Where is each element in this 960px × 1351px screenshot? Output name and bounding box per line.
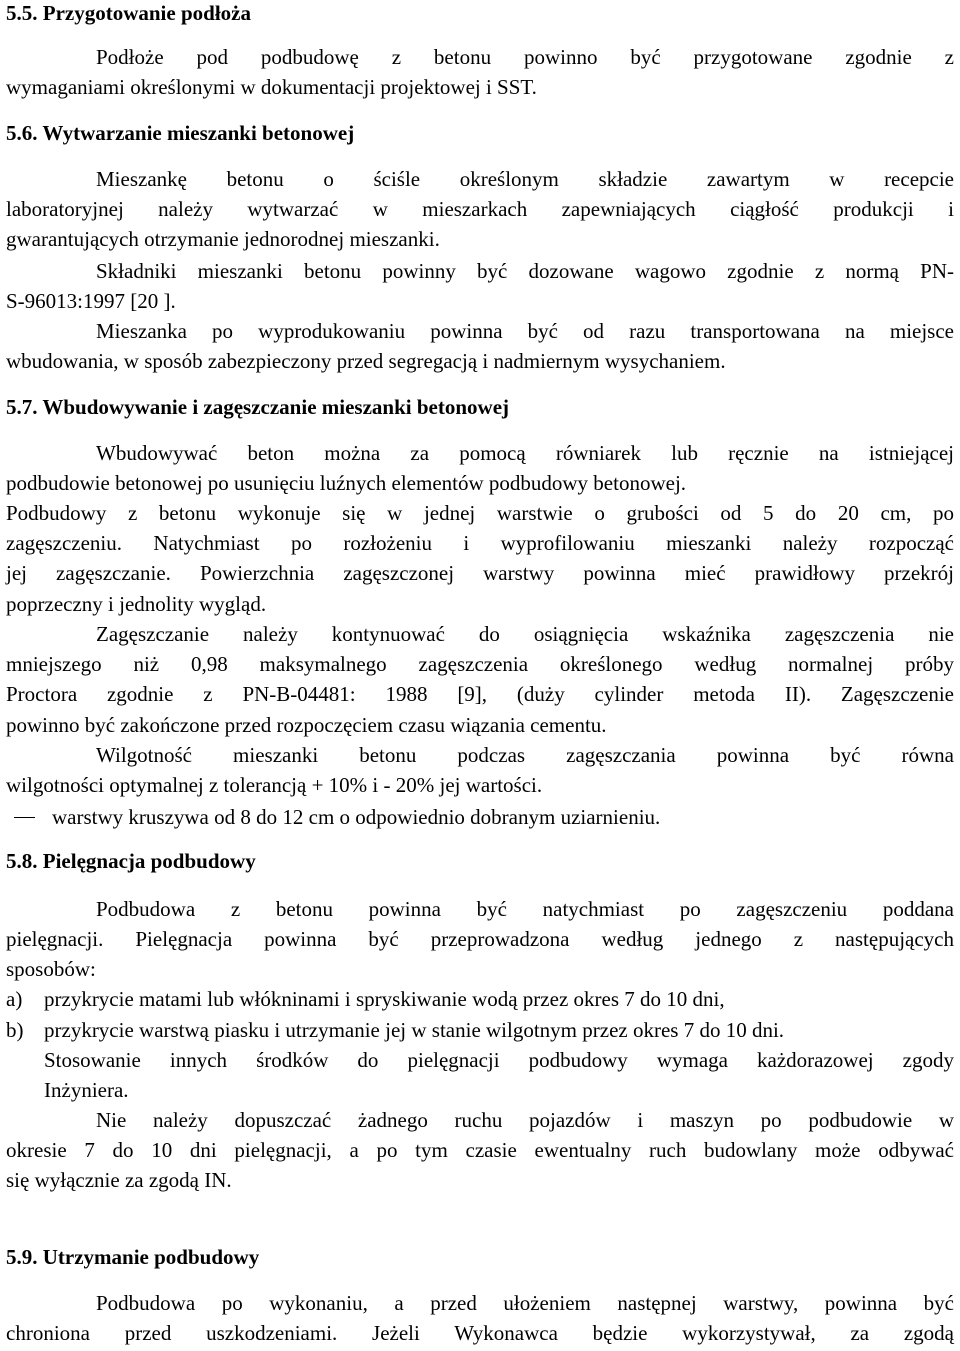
section-heading-5-7: 5.7. Wbudowywanie i zagęszczanie mieszanki betonowej: [6, 395, 510, 419]
paragraph: [6, 438, 954, 498]
text-line: jej zagęszczanie. Powierzchnia zagęszczonej warstwy powinna mieć prawidłowy przekrój: [6, 561, 954, 586]
paragraph: [6, 894, 954, 985]
paragraph: [6, 1288, 954, 1348]
paragraph: [6, 164, 954, 255]
list-marker: b): [6, 1018, 24, 1042]
list-item-text: Stosowanie innych środków do pielęgnacji podbudowy wymaga każdorazowej zgody: [44, 1048, 954, 1073]
text-line: Podbudowy z betonu wykonuje się w jednej warstwie o grubości od 5 do 20 cm, po: [6, 501, 954, 525]
list-item: [6, 802, 960, 832]
text-line: Składniki mieszanki betonu powinny być dozowane wagowo zgodnie z normą PN-: [96, 259, 954, 283]
text-line: sposobów:: [6, 957, 96, 982]
list-item-text: przykrycie matami lub włókninami i spryskiwanie wodą przez okres 7 do 10 dni,: [44, 987, 725, 1011]
text-line: wbudowania, w sposób zabezpieczony przed segregacją i nadmiernym wysychaniem.: [6, 349, 726, 374]
text-line: mniejszego niż 0,98 maksymalnego zagęszczenia określonego według normalnej próby: [6, 652, 954, 677]
text-line: S-96013:1997 [20 ].: [6, 289, 176, 314]
list-item-b: [6, 1015, 954, 1106]
list-item-text: Inżyniera.: [44, 1078, 129, 1103]
text-line: Mieszankę betonu o ściśle określonym składzie zawartym w recepcie: [96, 167, 954, 191]
text-line: podbudowie betonowej po usunięciu luźnych elementów podbudowy betonowej.: [6, 471, 687, 496]
text-line: Wbudowywać beton można za pomocą równiarek lub ręcznie na istniejącej: [96, 441, 954, 465]
text-line: gwarantujących otrzymanie jednorodnej mieszanki.: [6, 227, 440, 252]
section-heading-5-5: 5.5. Przygotowanie podłoża: [6, 1, 251, 25]
text-line: pielęgnacji. Pielęgnacja powinna być przeprowadzona według jednego z następujących: [6, 927, 954, 952]
paragraph: [6, 42, 954, 102]
paragraph: [6, 740, 954, 800]
text-line: Podbudowa po wykonaniu, a przed ułożeniem następnej warstwy, powinna być: [96, 1291, 954, 1315]
text-line: Nie należy dopuszczać żadnego ruchu pojazdów i maszyn po podbudowie w: [96, 1108, 954, 1132]
text-line: chroniona przed uszkodzeniami. Jeżeli Wykonawca będzie wykorzystywał, za zgodą: [6, 1321, 954, 1346]
paragraph: [6, 498, 954, 619]
paragraph: [6, 316, 954, 376]
text-line: okresie 7 do 10 dni pielęgnacji, a po tym czasie ewentualny ruch budowlany może odbywać: [6, 1138, 954, 1163]
text-line: poprzeczny i jednolity wygląd.: [6, 591, 267, 616]
paragraph: [6, 256, 954, 316]
list-marker: a): [6, 987, 23, 1011]
text-line: Zagęszczanie należy kontynuować do osiągnięcia wskaźnika zagęszczenia nie: [96, 622, 954, 646]
list-item-text: warstwy kruszywa od 8 do 12 cm o odpowiednio dobranym uziarnieniu.: [52, 805, 661, 829]
section-heading-5-6: 5.6. Wytwarzanie mieszanki betonowej: [6, 121, 355, 145]
text-line: Mieszanka po wyprodukowaniu powinna być od razu transportowana na miejsce: [96, 319, 954, 343]
text-line: Podbudowa z betonu powinna być natychmiast po zagęszczeniu poddana: [96, 897, 954, 921]
dash-bullet-icon: [14, 817, 35, 818]
text-line: zagęszczeniu. Natychmiast po rozłożeniu i wyprofilowaniu mieszanki należy rozpocząć: [6, 531, 954, 556]
section-heading-5-9: 5.9. Utrzymanie podbudowy: [6, 1245, 260, 1269]
list-item-a: [6, 984, 960, 1014]
text-line: wymaganiami określonymi w dokumentacji projektowej i SST.: [6, 75, 537, 100]
paragraph: [6, 619, 954, 740]
section-heading-5-8: 5.8. Pielęgnacja podbudowy: [6, 849, 256, 873]
paragraph: [6, 1105, 954, 1196]
text-line: wilgotności optymalnej z tolerancją + 10% i - 20% jej wartości.: [6, 773, 543, 798]
text-line: laboratoryjnej należy wytwarzać w mieszarkach zapewniających ciągłość produkcji i: [6, 197, 954, 222]
text-line: Proctora zgodnie z PN-B-04481: 1988 [9], (duży cylinder metoda II). Zagęszczenie: [6, 682, 954, 707]
text-line: się wyłącznie za zgodą IN.: [6, 1168, 232, 1193]
text-line: Podłoże pod podbudowę z betonu powinno być przygotowane zgodnie z: [96, 45, 954, 69]
text-line: Wilgotność mieszanki betonu podczas zagęszczania powinna być równa: [96, 743, 954, 767]
list-item-text: przykrycie warstwą piasku i utrzymanie jej w stanie wilgotnym przez okres 7 do 10 dni.: [44, 1018, 785, 1042]
text-line: powinno być zakończone przed rozpoczęciem czasu wiązania cementu.: [6, 712, 607, 737]
